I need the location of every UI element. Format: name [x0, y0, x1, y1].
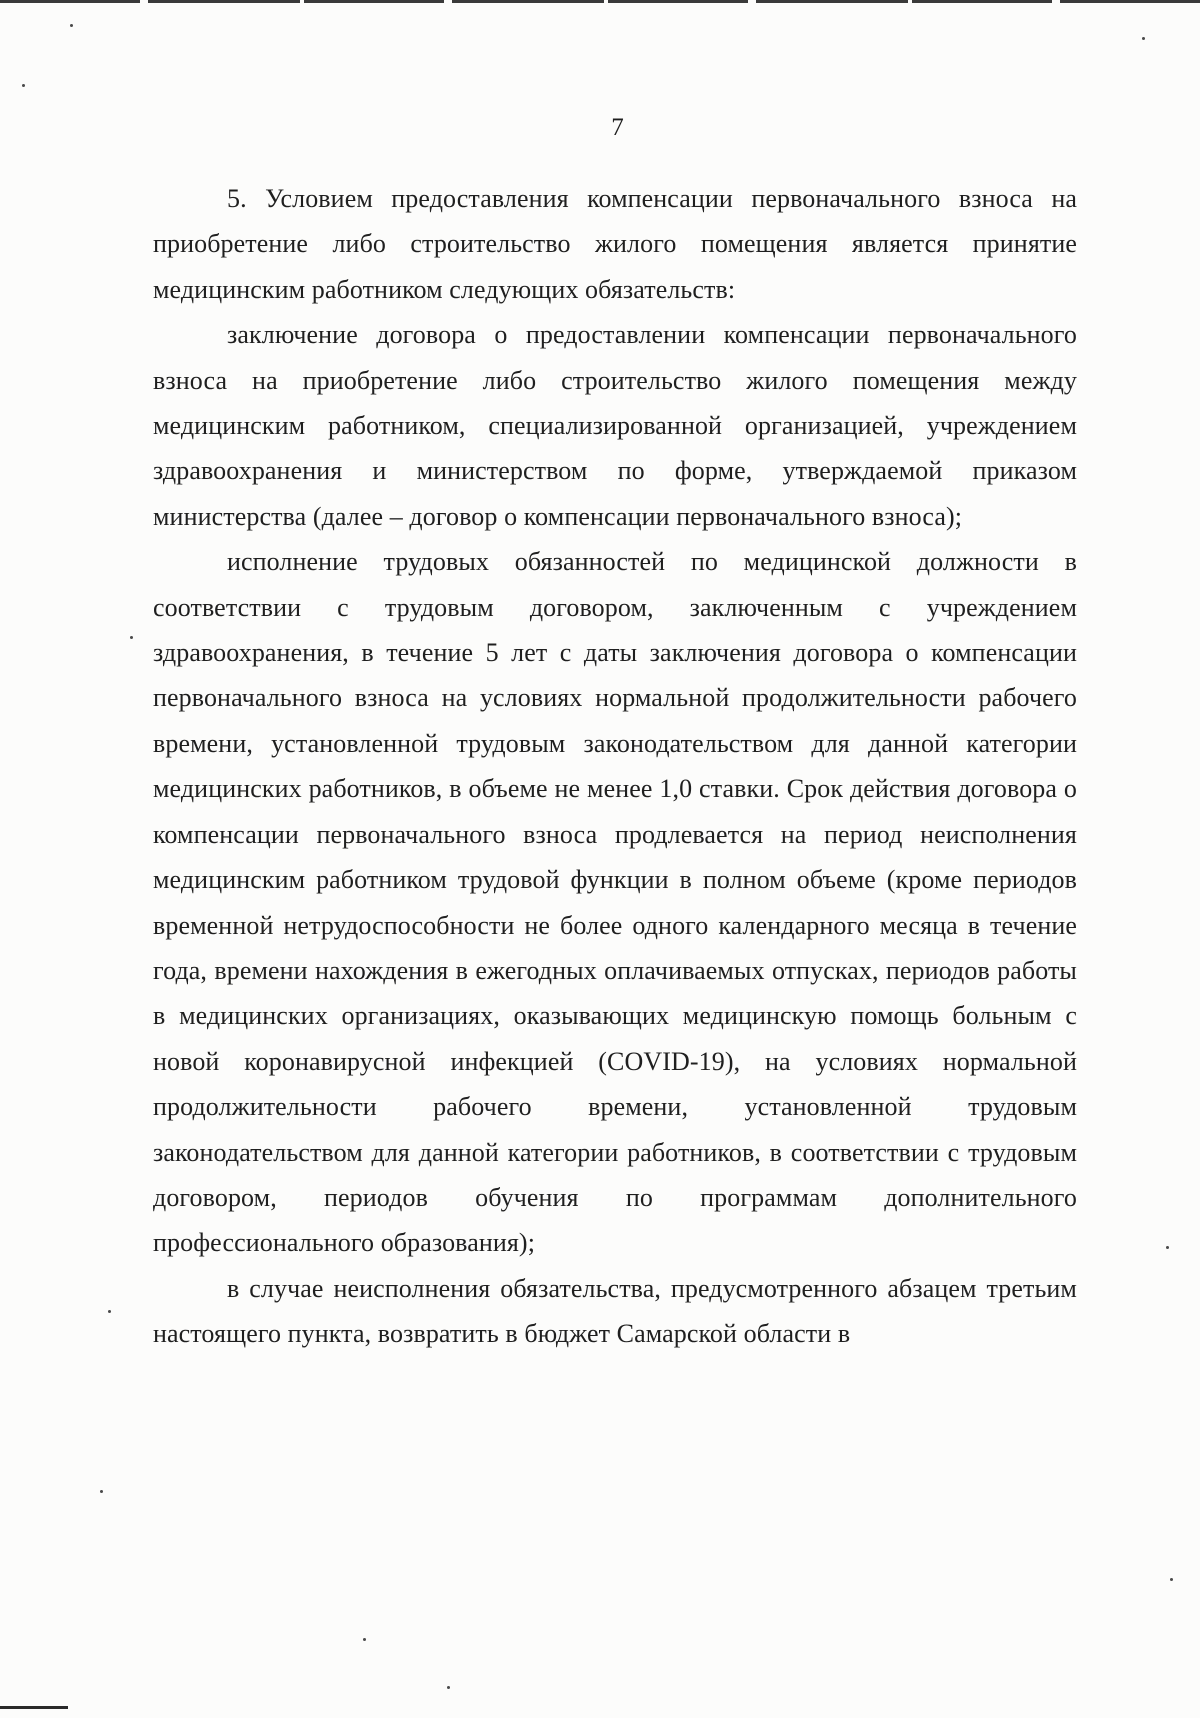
paragraph-labor-duties: исполнение трудовых обязанностей по медицинской должности в соответствии с трудовым договором, заключенным с учреждением здравоохранения, в течение 5 лет с даты заключения договора о компенсации первоначального взноса на условиях нормальной продолжительности рабочего времени, установленной трудовым законодательством для данной категории медицинских работников, в объеме не менее 1,0 ставки. Срок действия договора о компенсации первоначального взноса продлевается на период неисполнения медицинским работником трудовой функции в полном объеме (кроме периодов временной нетрудоспособности не более одного календарного месяца в течение года, времени нахождения в ежегодных оплачиваемых отпусках, периодов работы в медицинских организациях, оказывающих медицинскую помощь больным с новой коронавирусной инфекцией (COVID-19), на условиях нормальной продолжительности рабочего времени, установленной трудовым законодательством для данной категории работников, в соответствии с трудовым договором, периодов обучения по программам дополнительного профессионального образования);	[153, 547, 1077, 1258]
scan-speck	[1166, 1246, 1169, 1249]
scan-speck	[108, 1310, 111, 1313]
scan-speck	[130, 636, 133, 639]
scan-speck	[1170, 1578, 1173, 1581]
scan-speck	[70, 24, 73, 27]
document-body	[153, 176, 1077, 1357]
page-number: 7	[611, 114, 624, 141]
scan-bottom-mark	[0, 1706, 68, 1709]
scan-speck	[22, 84, 25, 87]
scan-speck	[447, 1686, 450, 1689]
scan-top-edge	[0, 0, 1200, 3]
paragraph-condition: 5. Условием предоставления компенсации первоначального взноса на приобретение либо строительство жилого помещения является принятие медицинским работником следующих обязательств:	[153, 184, 1077, 304]
scan-speck	[363, 1638, 366, 1641]
scan-speck	[1142, 37, 1145, 40]
paragraph-refund: в случае неисполнения обязательства, предусмотренного абзацем третьим настоящего пункта, возвратить в бюджет Самарской области в	[153, 1273, 1077, 1349]
scan-speck	[100, 1490, 103, 1493]
paragraph-contract: заключение договора о предоставлении компенсации первоначального взноса на приобретение либо строительство жилого помещения между медицинским работником, специализированной организацией, учреждением здравоохранения и министерством по форме, утверждаемой приказом министерства (далее – договор о компенсации первоначального взноса);	[153, 320, 1077, 531]
